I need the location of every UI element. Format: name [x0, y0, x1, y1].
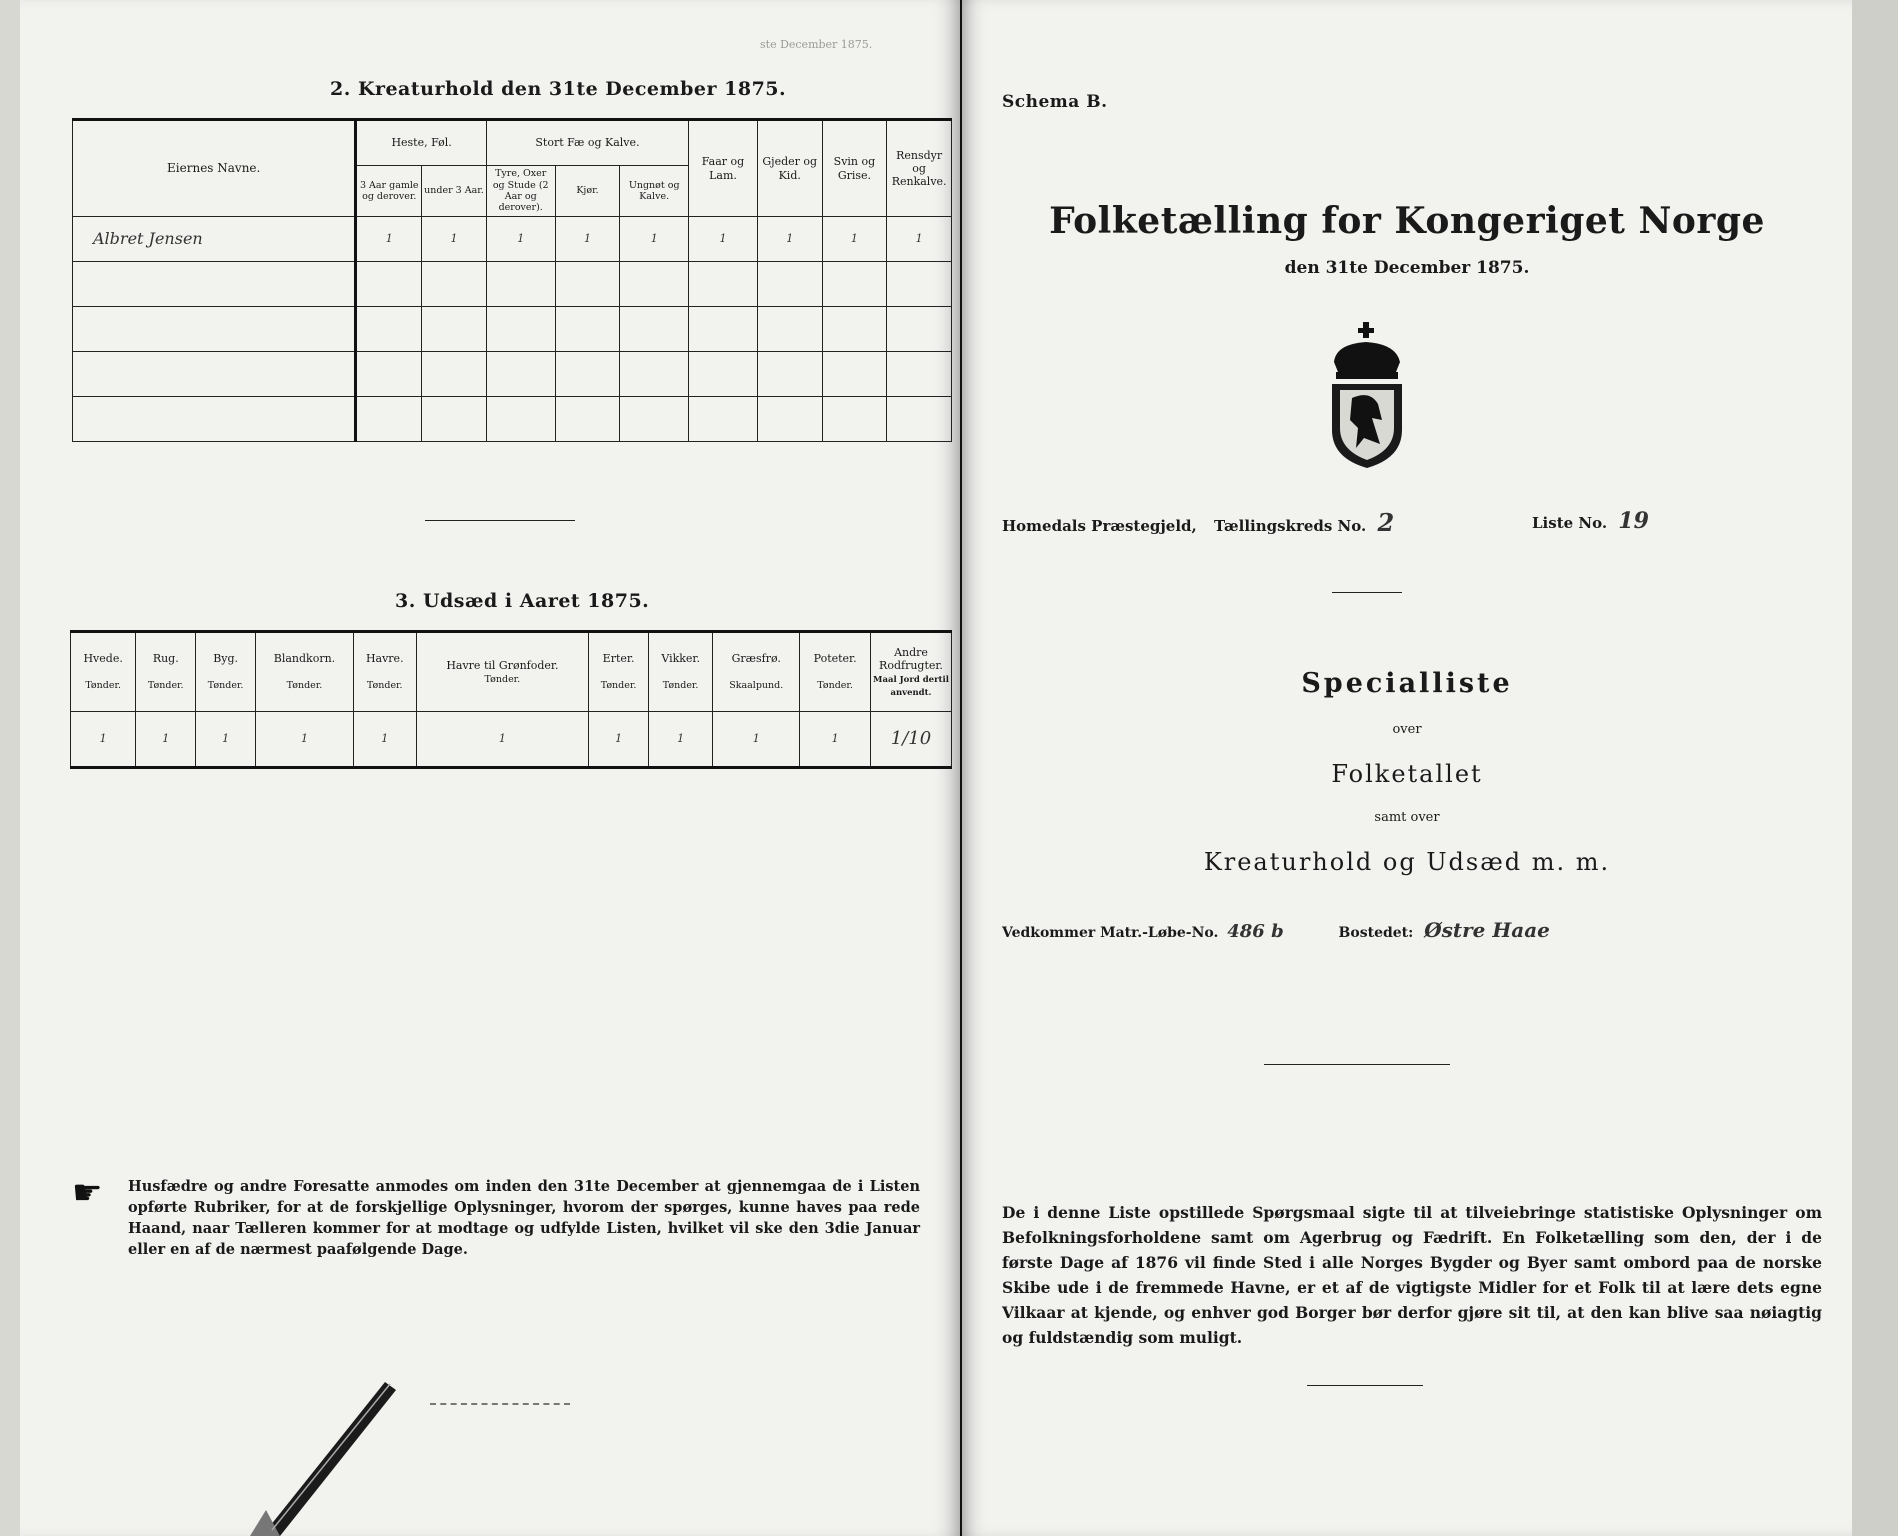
- pointing-hand-icon: ☛: [72, 1173, 103, 1213]
- pen-icon: [240, 1370, 400, 1536]
- cell: 1: [356, 217, 422, 262]
- folketallet-text: Folketallet: [1331, 760, 1483, 788]
- grass-seed-header: Græsfrø. Skaalpund.: [713, 632, 800, 712]
- bleed-through-header: ste December 1875.: [760, 38, 873, 51]
- matr-label: Vedkommer Matr.-Løbe-No.: [1002, 925, 1219, 941]
- horses-3yr-header: 3 Aar gamle og derover.: [356, 166, 422, 217]
- wheat-header: Hvede. Tønder.: [71, 632, 136, 712]
- cell: 1: [256, 712, 354, 768]
- section2-title: 2. Kreaturhold den 31te December 1875.: [330, 78, 787, 100]
- sheep-header: Faar og Lam.: [689, 120, 758, 217]
- notice-text: Husfædre og andre Foresatte anmodes om inden den 31te December at gjennemgaa de i Listen opførte Rubriker, for at de forskjellige Oplysninger, hvorom der spørges, kunne haves paa rede Haand, naar Tælleren kommer for at modtage og udfylde Listen, hvilket vil ske den 3die Januar eller en af de nærmest paafølgende Dage.: [128, 1178, 920, 1258]
- matr-value: 486 b: [1227, 921, 1284, 942]
- cell: 1: [649, 712, 713, 768]
- cows-header: Kjør.: [555, 166, 620, 217]
- census-title: Folketælling for Kongeriget Norge: [1049, 200, 1765, 242]
- left-book-edge: [0, 0, 22, 1536]
- cell: 1: [887, 217, 952, 262]
- vetch-header: Vikker. Tønder.: [649, 632, 713, 712]
- cell: 1: [555, 217, 620, 262]
- circuit-value: 2: [1377, 508, 1395, 537]
- barley-header: Byg. Tønder.: [196, 632, 256, 712]
- bosted-label: Bostedet:: [1338, 925, 1414, 941]
- cell: 1: [822, 217, 887, 262]
- intro-text: De i denne Liste opstillede Spørgsmaal sigte til at tilveiebringe statistiske Oplysninger om Befolkningsforholdene samt om Agerbrug og Fædrift. En Folketælling som den, der i de første Dage af 1876 vil finde Sted i alle Norges Bygder og Byer samt ombord paa de norske Skibe ude i de fremmede Havne, er et af de vigtigste Midler for et Folk til at lære dets egne Vilkaar at kjende, og enhver god Borger bør derfor gjøre sit til, at den kan blive saa nøiagtig og fuldstændig som muligt.: [1002, 1203, 1822, 1347]
- table-row: [73, 262, 952, 307]
- faint-dashes: [430, 1403, 570, 1405]
- table-row: [71, 712, 952, 768]
- right-page: [962, 0, 1852, 1536]
- mixed-grain-header: Blandkorn. Tønder.: [256, 632, 354, 712]
- divider: [1264, 1064, 1450, 1065]
- list-number: [1532, 508, 1649, 534]
- cell: 1: [196, 712, 256, 768]
- potatoes-header: Poteter. Tønder.: [800, 632, 871, 712]
- livestock-table: [72, 118, 952, 442]
- owner-name-header: Eiernes Navne.: [73, 120, 356, 217]
- cell: 1: [713, 712, 800, 768]
- list-value: 19: [1618, 508, 1649, 534]
- oats-header: Havre. Tønder.: [353, 632, 416, 712]
- livestock-seed-text: Kreaturhold og Udsæd m. m.: [1203, 848, 1611, 876]
- census-date: den 31te December 1875.: [1284, 258, 1530, 278]
- divider: [425, 520, 575, 521]
- circuit-label: Tællingskreds No.: [1214, 517, 1367, 535]
- young-cattle-header: Ungnøt og Kalve.: [620, 166, 689, 217]
- cell: 1: [136, 712, 196, 768]
- horses-header: Heste, Føl.: [356, 120, 486, 166]
- cell: 1: [353, 712, 416, 768]
- list-label: Liste No.: [1532, 514, 1608, 532]
- cell: 1: [416, 712, 588, 768]
- divider: [1332, 592, 1402, 593]
- green-oats-header: Havre til Grønfoder. Tønder.: [416, 632, 588, 712]
- cell: 1: [486, 217, 555, 262]
- horses-under3-header: under 3 Aar.: [422, 166, 487, 217]
- schema-label: Schema B.: [1002, 92, 1108, 112]
- bosted-value: Østre Haae: [1424, 918, 1550, 942]
- matr-line: [1002, 918, 1550, 942]
- right-book-edge: [1852, 0, 1898, 1536]
- left-page: [20, 0, 960, 1536]
- goats-header: Gjeder og Kid.: [757, 120, 822, 217]
- samt-over-text: samt over: [1374, 810, 1440, 825]
- pigs-header: Svin og Grise.: [822, 120, 887, 217]
- special-list-title: Specialliste: [1301, 668, 1513, 699]
- location-line: [1002, 508, 1394, 537]
- cell: 1/10: [871, 712, 952, 768]
- over-text: over: [1392, 722, 1422, 737]
- bulls-header: Tyre, Oxer og Stude (2 Aar og derover).: [486, 166, 555, 217]
- coat-of-arms-icon: [1322, 320, 1412, 470]
- cell: 1: [422, 217, 487, 262]
- table-row: [73, 307, 952, 352]
- parish-label: Homedals Præstegjeld,: [1002, 517, 1197, 535]
- cell: 1: [71, 712, 136, 768]
- reindeer-header: Rensdyr og Renkalve.: [887, 120, 952, 217]
- cattle-header: Stort Fæ og Kalve.: [486, 120, 688, 166]
- root-crops-header: Andre Rodfrugter. Maal Jord dertil anvendt.: [871, 632, 952, 712]
- section3-title: 3. Udsæd i Aaret 1875.: [395, 590, 650, 612]
- seed-table: [70, 630, 952, 769]
- table-row: [73, 217, 952, 262]
- cell: 1: [757, 217, 822, 262]
- cell: 1: [689, 217, 758, 262]
- cell: 1: [620, 217, 689, 262]
- divider: [1307, 1385, 1423, 1386]
- owner-name: Albret Jensen: [73, 217, 356, 262]
- peas-header: Erter. Tønder.: [589, 632, 649, 712]
- table-row: [73, 352, 952, 397]
- rye-header: Rug. Tønder.: [136, 632, 196, 712]
- cell: 1: [800, 712, 871, 768]
- table-row: [73, 397, 952, 442]
- cell: 1: [589, 712, 649, 768]
